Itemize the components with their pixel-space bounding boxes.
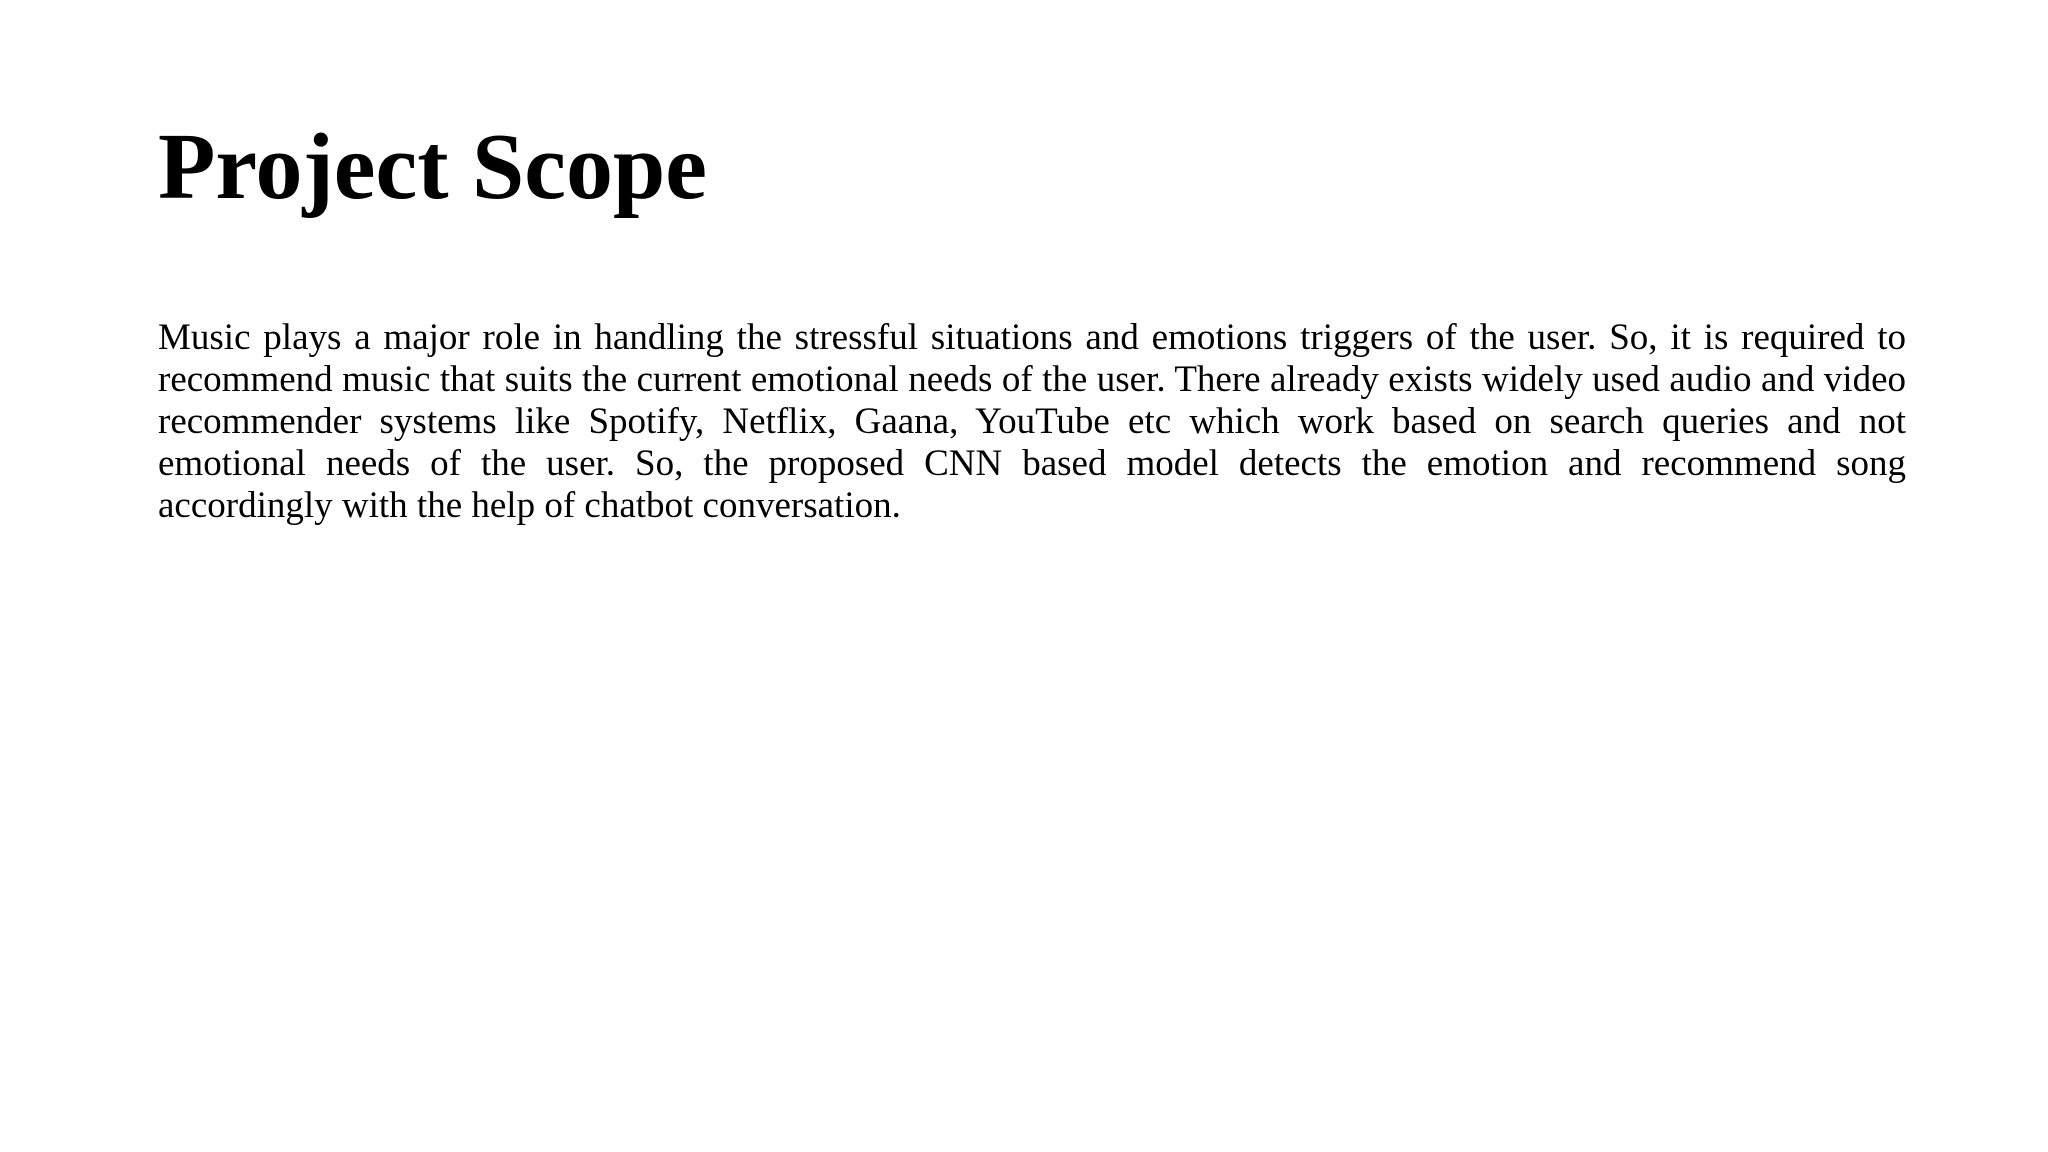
slide-body-text: Music plays a major role in handling the stressful situations and emotions triggers of the user. So, it is required to recommend music that suits the current emotional needs of the user. There already exists widely used audio and video recommender systems like Spotify, Netflix, Gaana, YouTube etc which work based on search queries and not emotional needs of the user. So, the proposed CNN based model detects the emotion and recommend song accordingly with the help of chatbot conversation. [158, 317, 1906, 526]
slide-title: Project Scope [158, 115, 707, 219]
